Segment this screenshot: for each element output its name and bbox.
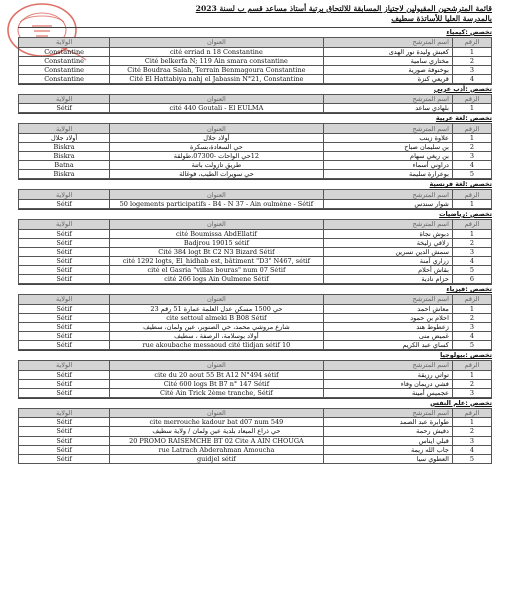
header-name: اسم المترشح <box>323 94 452 104</box>
table-row <box>19 199 492 208</box>
cell-number: 5 <box>452 454 491 463</box>
header-number: الرقم <box>452 190 491 200</box>
cell-name: دبوش نجاة <box>323 229 452 238</box>
cell-wilaya: Sétif <box>19 418 110 427</box>
header-wilaya: الولاية <box>19 124 110 134</box>
cell-address: Cité Ain Trick 2ème tranche, Sétif <box>110 388 323 397</box>
cell-number: 5 <box>452 265 491 274</box>
table-row <box>19 133 492 142</box>
cell-number: 1 <box>452 199 491 208</box>
section-heading-text: تخصص :فيزياء <box>446 285 492 294</box>
candidates-table <box>18 37 492 84</box>
cell-number: 1 <box>452 133 491 142</box>
table-row <box>19 322 492 331</box>
cell-name: كساي عبد الكريم <box>323 340 452 349</box>
section-heading <box>18 27 492 37</box>
cell-name: زراري آمنة <box>323 256 452 265</box>
cell-wilaya: Sétif <box>19 427 110 436</box>
table-row <box>19 275 492 284</box>
header-wilaya: الولاية <box>19 38 110 48</box>
cell-number: 3 <box>452 247 491 256</box>
table-row <box>19 445 492 454</box>
candidates-table <box>18 408 492 464</box>
header-address: العنوان <box>110 220 323 230</box>
table-row <box>19 454 492 463</box>
section-heading <box>18 209 492 219</box>
cell-wilaya: Sétif <box>19 265 110 274</box>
section-heading-text: تخصص :بيولوجيا <box>440 351 492 360</box>
table-header-row <box>19 295 492 305</box>
cell-address: 50 logements participatifs - B4 - N 37 - Ain oulmène - Sétif <box>110 199 323 208</box>
section-heading-text: تخصص :لغة عربية <box>435 114 492 123</box>
cell-address: cite merrouche kadour bat d07 num 549 <box>110 418 323 427</box>
cell-address: شارع مروشي محمد، حي الصنوبر، عين ولمان، سطيف <box>110 322 323 331</box>
cell-address: rue akoubache messaoud cité tlidjan sétif 10 <box>110 340 323 349</box>
header-number: الرقم <box>452 295 491 305</box>
cell-name: معاش احمد <box>323 304 452 313</box>
cell-address: 12حي الواحات -07300،طولقة <box>110 152 323 161</box>
cell-name: بوعرارة سليمة <box>323 170 452 179</box>
header-wilaya: الولاية <box>19 295 110 305</box>
cell-name: بقاش أحلام <box>323 265 452 274</box>
document-title <box>96 4 492 24</box>
header-name: اسم المترشح <box>323 220 452 230</box>
table-header-row <box>19 94 492 104</box>
cell-number: 2 <box>452 238 491 247</box>
cell-name: بوخنوفة صورية <box>323 65 452 74</box>
cell-wilaya: Sétif <box>19 199 110 208</box>
cell-address: 20 PROMO RAISEMCHE BT 02 Cite A AIN CHOUGA <box>110 436 323 445</box>
table-row <box>19 238 492 247</box>
cell-wilaya: Sétif <box>19 379 110 388</box>
cell-address: Cité belkerfa N; 119 Ain smara constantine <box>110 56 323 65</box>
cell-wilaya: Sétif <box>19 388 110 397</box>
cell-address: أولاد جلال <box>110 133 323 142</box>
header-address: العنوان <box>110 38 323 48</box>
cell-name: غميض منى <box>323 331 452 340</box>
cell-name: بن ريغي سهام <box>323 152 452 161</box>
cell-number: 2 <box>452 427 491 436</box>
cell-wilaya: Batna <box>19 161 110 170</box>
table-row <box>19 47 492 56</box>
cell-address: حي 1500 مسكن عدل العلمة عمارة 51 رقم 23 <box>110 304 323 313</box>
cell-address: Cité 600 logs Bt B7 n° 147 Sétif <box>110 379 323 388</box>
cell-wilaya: أولاد جلال <box>19 133 110 142</box>
table-header-row <box>19 220 492 230</box>
header-number: الرقم <box>452 220 491 230</box>
candidates-table <box>18 360 492 398</box>
cell-wilaya: Biskra <box>19 143 110 152</box>
table-header-row <box>19 38 492 48</box>
cell-number: 3 <box>452 65 491 74</box>
table-row <box>19 436 492 445</box>
header-name: اسم المترشح <box>323 408 452 418</box>
cell-wilaya: Sétif <box>19 454 110 463</box>
cell-address: Cité Boudraa Salah, Terrain Benmagoura Constantine <box>110 65 323 74</box>
cell-wilaya: Sétif <box>19 304 110 313</box>
cell-address: Cité El Hattabiya nahj el Jabassin N°21, Constantine <box>110 74 323 83</box>
candidates-table <box>18 94 492 114</box>
cell-number: 6 <box>452 275 491 284</box>
cell-name: قريعي كنزة <box>323 74 452 83</box>
candidates-table <box>18 123 492 179</box>
table-row <box>19 427 492 436</box>
header-wilaya: الولاية <box>19 220 110 230</box>
cell-name: تواتي رزيقة <box>323 370 452 379</box>
cell-wilaya: Constantine <box>19 56 110 65</box>
cell-number: 3 <box>452 388 491 397</box>
cell-name: زلاقي زليخة <box>323 238 452 247</box>
cell-address: طريق تازولت باتنة <box>110 161 323 170</box>
header-wilaya: الولاية <box>19 190 110 200</box>
title-line-1: قائمة المترشحين المقبولين لاجتياز المسابقة للالتحاق برتبة أستاذ مساعد قسم ب لسنة 2023 <box>195 4 492 13</box>
cell-wilaya: Sétif <box>19 275 110 284</box>
header-number: الرقم <box>452 408 491 418</box>
cell-number: 4 <box>452 331 491 340</box>
cell-name: سمش الدين نسرين <box>323 247 452 256</box>
cell-name: مختاري سامية <box>323 56 452 65</box>
header-number: الرقم <box>452 94 491 104</box>
cell-number: 3 <box>452 152 491 161</box>
table-row <box>19 331 492 340</box>
cell-number: 4 <box>452 161 491 170</box>
candidates-table <box>18 189 492 209</box>
cell-name: دراوني أسماء <box>323 161 452 170</box>
header-address: العنوان <box>110 190 323 200</box>
cell-name: فشي دريمان وفاء <box>323 379 452 388</box>
cell-name: علاوة زينب <box>323 133 452 142</box>
cell-address: cité el Gasria "villas bouras" num 07 Sétif <box>110 265 323 274</box>
cell-number: 2 <box>452 143 491 152</box>
table-row <box>19 65 492 74</box>
cell-name: كعبش وليدة نور الهدى <box>323 47 452 56</box>
cell-number: 1 <box>452 47 491 56</box>
cell-address: حي سويرات الطيب، فوغالة <box>110 170 323 179</box>
cell-address: حي ذراع الميعاد بلدية عين ولمان / ولاية سطيف <box>110 427 323 436</box>
cell-name: عجميس أمينة <box>323 388 452 397</box>
cell-number: 1 <box>452 229 491 238</box>
header-address: العنوان <box>110 408 323 418</box>
header-name: اسم المترشح <box>323 361 452 371</box>
cell-number: 2 <box>452 56 491 65</box>
table-row <box>19 247 492 256</box>
cell-number: 1 <box>452 104 491 113</box>
cell-wilaya: Sétif <box>19 104 110 113</box>
cell-address: Cité 384 logt Bt C2 N3 Bizard Sétif <box>110 247 323 256</box>
cell-wilaya: Sétif <box>19 313 110 322</box>
cell-number: 4 <box>452 256 491 265</box>
table-row <box>19 170 492 179</box>
cell-address: cité erriad n 18 Constantine <box>110 47 323 56</box>
cell-name: طوابرة عبد الصمد <box>323 418 452 427</box>
cell-number: 5 <box>452 170 491 179</box>
cell-wilaya: Constantine <box>19 65 110 74</box>
cell-wilaya: Sétif <box>19 247 110 256</box>
header-name: اسم المترشح <box>323 38 452 48</box>
cell-address: cité 1292 logts, El_hidhab est, bâtiment "D3" N467, sétif <box>110 256 323 265</box>
header-address: العنوان <box>110 295 323 305</box>
section-heading <box>18 84 492 94</box>
cell-number: 1 <box>452 370 491 379</box>
header-address: العنوان <box>110 361 323 371</box>
cell-wilaya: Sétif <box>19 370 110 379</box>
cell-address: rue Latrach Abderahman Amoucha <box>110 445 323 454</box>
header-wilaya: الولاية <box>19 408 110 418</box>
cell-number: 2 <box>452 313 491 322</box>
header-name: اسم المترشح <box>323 124 452 134</box>
cell-name: بلهادي ساعد <box>323 104 452 113</box>
table-row <box>19 74 492 83</box>
cell-wilaya: Sétif <box>19 322 110 331</box>
table-row <box>19 388 492 397</box>
table-row <box>19 104 492 113</box>
cell-wilaya: Biskra <box>19 152 110 161</box>
header-number: الرقم <box>452 38 491 48</box>
cell-wilaya: Biskra <box>19 170 110 179</box>
table-row <box>19 143 492 152</box>
cell-number: 3 <box>452 436 491 445</box>
cell-wilaya: Constantine <box>19 47 110 56</box>
cell-number: 5 <box>452 340 491 349</box>
section-heading-text: تخصص :أدب عربي <box>433 84 492 93</box>
section-heading <box>18 179 492 189</box>
cell-name: دفيش رحمة <box>323 427 452 436</box>
cell-name: قبلي ايناس <box>323 436 452 445</box>
section-heading-text: تخصص :رياضيات <box>439 210 492 219</box>
header-wilaya: الولاية <box>19 94 110 104</box>
cell-wilaya: Sétif <box>19 436 110 445</box>
cell-wilaya: Constantine <box>19 74 110 83</box>
cell-name: بن سليمان صباح <box>323 143 452 152</box>
cell-number: 3 <box>452 322 491 331</box>
cell-number: 4 <box>452 445 491 454</box>
table-row <box>19 379 492 388</box>
cell-address: cité 440 Goutali - El EULMA <box>110 104 323 113</box>
cell-address: cite du 20 aout 55 Bt A12 N°494 sétif <box>110 370 323 379</box>
cell-address: cite settoul almeki B B08 Sétif <box>110 313 323 322</box>
section-heading <box>18 350 492 360</box>
section-heading <box>18 284 492 294</box>
cell-address: أولاد بوسلامة، الرصفة ، سطيف <box>110 331 323 340</box>
cell-address: cité 266 logs Ain Oulmene Sétif <box>110 275 323 284</box>
cell-name: حزام نادية <box>323 275 452 284</box>
title-line-2: بالمدرسة العليا للأساتذة سطيف <box>391 14 492 23</box>
table-row <box>19 313 492 322</box>
cell-name: جاب الله ريمة <box>323 445 452 454</box>
cell-number: 4 <box>452 74 491 83</box>
header-number: الرقم <box>452 361 491 371</box>
table-header-row <box>19 124 492 134</box>
table-row <box>19 304 492 313</box>
cell-wilaya: Sétif <box>19 445 110 454</box>
cell-address: Badjrou 19015 sétif <box>110 238 323 247</box>
cell-wilaya: Sétif <box>19 340 110 349</box>
cell-number: 1 <box>452 418 491 427</box>
table-row <box>19 370 492 379</box>
section-heading-text: تخصص :لغة فرنسية <box>429 180 492 189</box>
table-header-row <box>19 190 492 200</box>
cell-address: cité Boumissa AbdEllatif <box>110 229 323 238</box>
table-header-row <box>19 361 492 371</box>
cell-wilaya: Sétif <box>19 331 110 340</box>
cell-wilaya: Sétif <box>19 238 110 247</box>
cell-name: العطوي سيا <box>323 454 452 463</box>
cell-address: حي السعادة،بسكرة <box>110 143 323 152</box>
table-row <box>19 152 492 161</box>
cell-address: guidjel sétif <box>110 454 323 463</box>
candidates-table <box>18 294 492 350</box>
candidate-sections <box>18 27 492 464</box>
table-row <box>19 229 492 238</box>
section-heading-text: تخصص :علم النفس <box>430 398 492 407</box>
cell-name: زعطوط هند <box>323 322 452 331</box>
header-number: الرقم <box>452 124 491 134</box>
header-name: اسم المترشح <box>323 295 452 305</box>
table-row <box>19 161 492 170</box>
table-row <box>19 265 492 274</box>
table-row <box>19 340 492 349</box>
section-heading <box>18 113 492 123</box>
cell-number: 2 <box>452 379 491 388</box>
cell-wilaya: Sétif <box>19 229 110 238</box>
table-row <box>19 418 492 427</box>
table-header-row <box>19 408 492 418</box>
section-heading <box>18 398 492 408</box>
table-row <box>19 56 492 65</box>
cell-name: احلام بن حمود <box>323 313 452 322</box>
cell-name: شوار سندس <box>323 199 452 208</box>
cell-number: 1 <box>452 304 491 313</box>
section-heading-text: تخصص :كيمياء <box>446 28 492 36</box>
table-row <box>19 256 492 265</box>
header-address: العنوان <box>110 94 323 104</box>
header-address: العنوان <box>110 124 323 134</box>
candidates-table <box>18 219 492 284</box>
header-wilaya: الولاية <box>19 361 110 371</box>
header-name: اسم المترشح <box>323 190 452 200</box>
cell-wilaya: Sétif <box>19 256 110 265</box>
